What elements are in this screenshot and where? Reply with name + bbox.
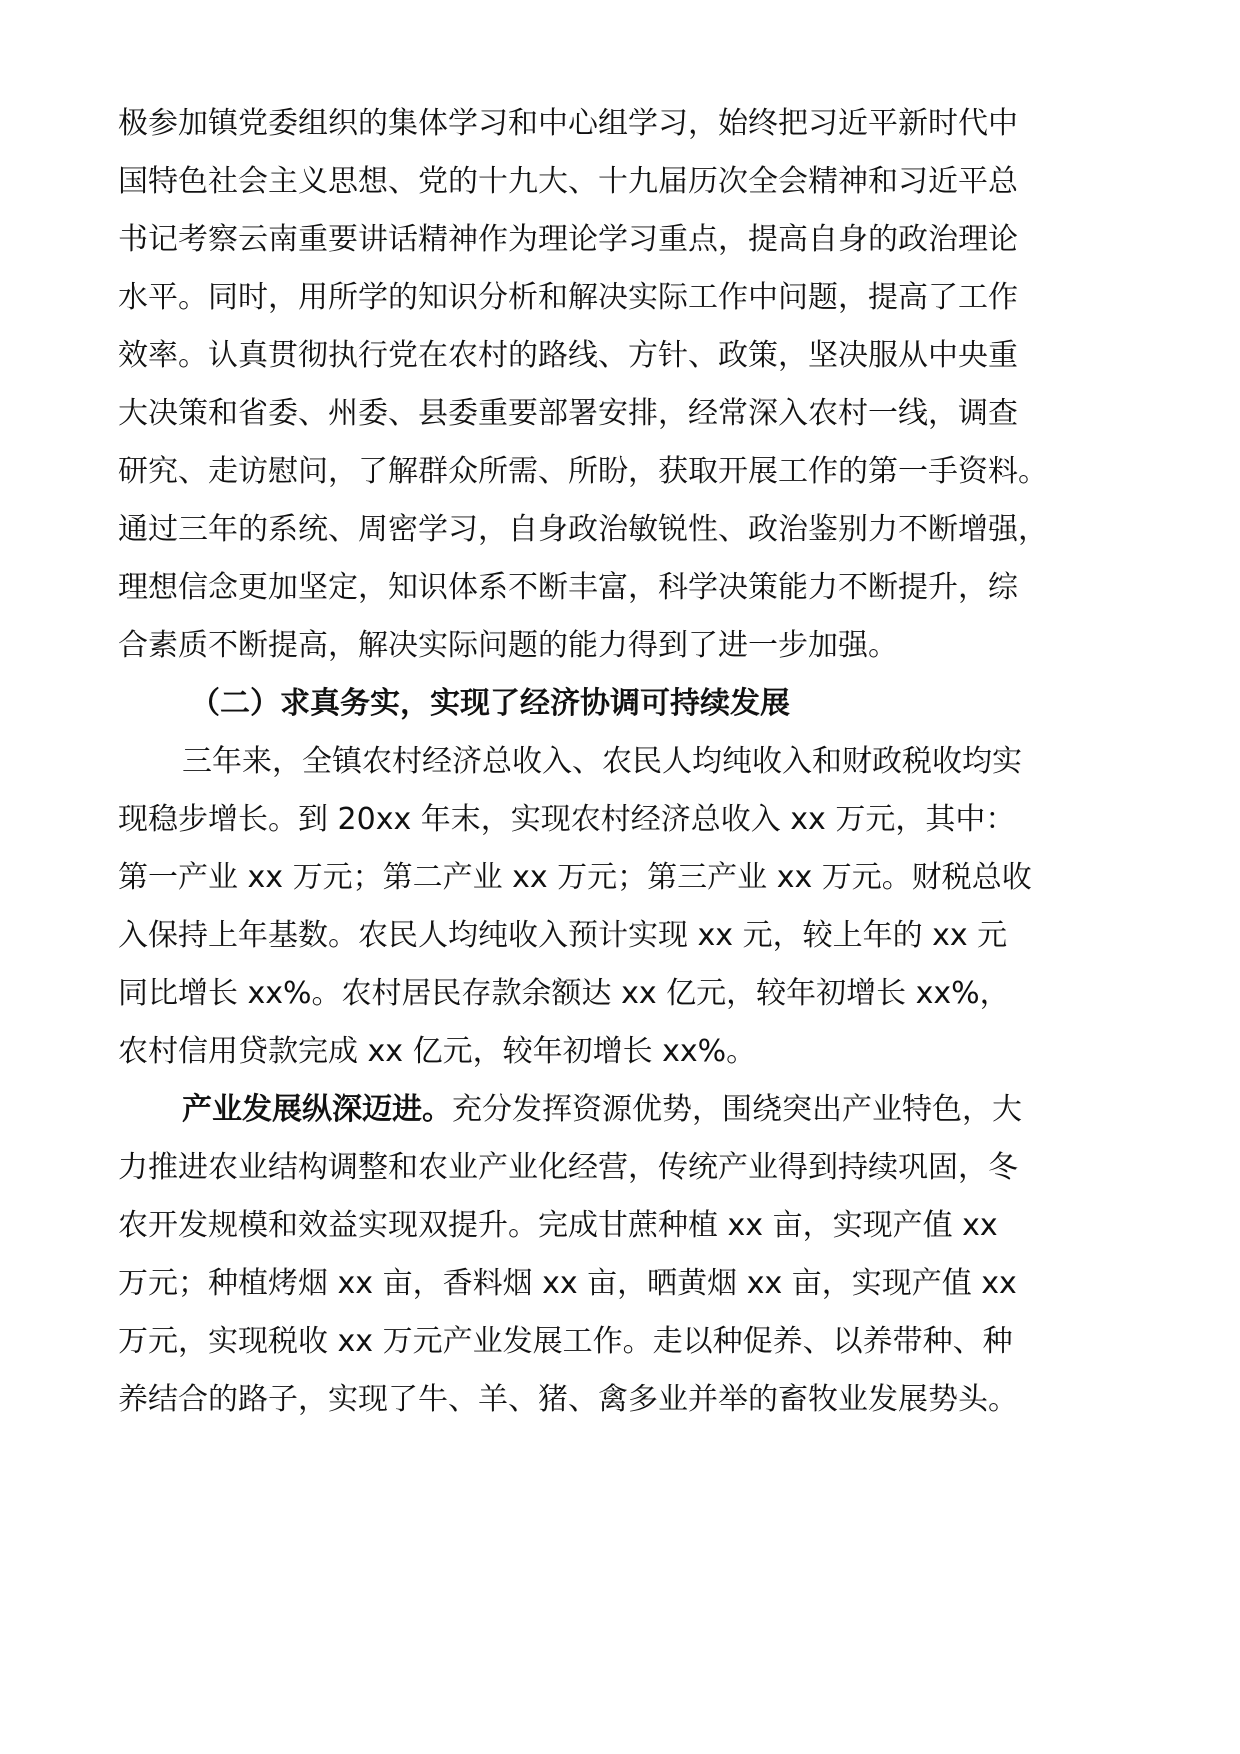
text-line: 同比增长 xx%。农村居民存款余额达 xx 亿元，较年初增长 xx%， [118, 976, 1010, 1011]
text-line: 合素质不断提高，解决实际问题的能力得到了进一步加强。 [118, 628, 898, 663]
paragraph-lead-title: 产业发展纵深迈进。 [182, 1092, 452, 1127]
section-heading: （二）求真务实，实现了经济协调可持续发展 [190, 686, 790, 721]
text-line: 万元，实现税收 xx 万元产业发展工作。走以种促养、以养带种、种 [118, 1324, 1013, 1359]
text-line: 万元；种植烤烟 xx 亩，香料烟 xx 亩，晒黄烟 xx 亩，实现产值 xx [118, 1266, 1017, 1301]
text-line: 第一产业 xx 万元；第二产业 xx 万元；第三产业 xx 万元。财税总收 [118, 860, 1032, 895]
text-line: 效率。认真贯彻执行党在农村的路线、方针、政策，坚决服从中央重 [118, 338, 1018, 373]
text-line: 农村信用贷款完成 xx 亿元，较年初增长 xx%。 [118, 1034, 757, 1069]
text-line: 大决策和省委、州委、县委重要部署安排，经常深入农村一线，调查 [118, 396, 1018, 431]
text-line: 研究、走访慰问，了解群众所需、所盼，获取开展工作的第一手资料。 [118, 454, 1048, 489]
text-line: 国特色社会主义思想、党的十九大、十九届历次全会精神和习近平总 [118, 164, 1018, 199]
text-line: 力推进农业结构调整和农业产业化经营，传统产业得到持续巩固，冬 [118, 1150, 1018, 1185]
text-line: 养结合的路子，实现了牛、羊、猪、禽多业并举的畜牧业发展势头。 [118, 1382, 1018, 1417]
text-line: 通过三年的系统、周密学习，自身政治敏锐性、政治鉴别力不断增强， [118, 512, 1048, 547]
text-line: 现稳步增长。到 20xx 年末，实现农村经济总收入 xx 万元，其中： [118, 802, 1016, 837]
text-line: 极参加镇党委组织的集体学习和中心组学习，始终把习近平新时代中 [118, 106, 1018, 141]
text-line: 书记考察云南重要讲话精神作为理论学习重点，提高自身的政治理论 [118, 222, 1018, 257]
text-line: 水平。同时，用所学的知识分析和解决实际工作中问题，提高了工作 [118, 280, 1018, 315]
paragraph-first-line [182, 1086, 1022, 1134]
text-run: 充分发挥资源优势，围绕突出产业特色，大 [452, 1092, 1022, 1127]
text-line: 农开发规模和效益实现双提升。完成甘蔗种植 xx 亩，实现产值 xx [118, 1208, 998, 1243]
text-line: 入保持上年基数。农民人均纯收入预计实现 xx 元，较上年的 xx 元 [118, 918, 1008, 953]
text-line: 理想信念更加坚定，知识体系不断丰富，科学决策能力不断提升，综 [118, 570, 1018, 605]
text-line: 三年来，全镇农村经济总收入、农民人均纯收入和财政税收均实 [182, 744, 1022, 779]
